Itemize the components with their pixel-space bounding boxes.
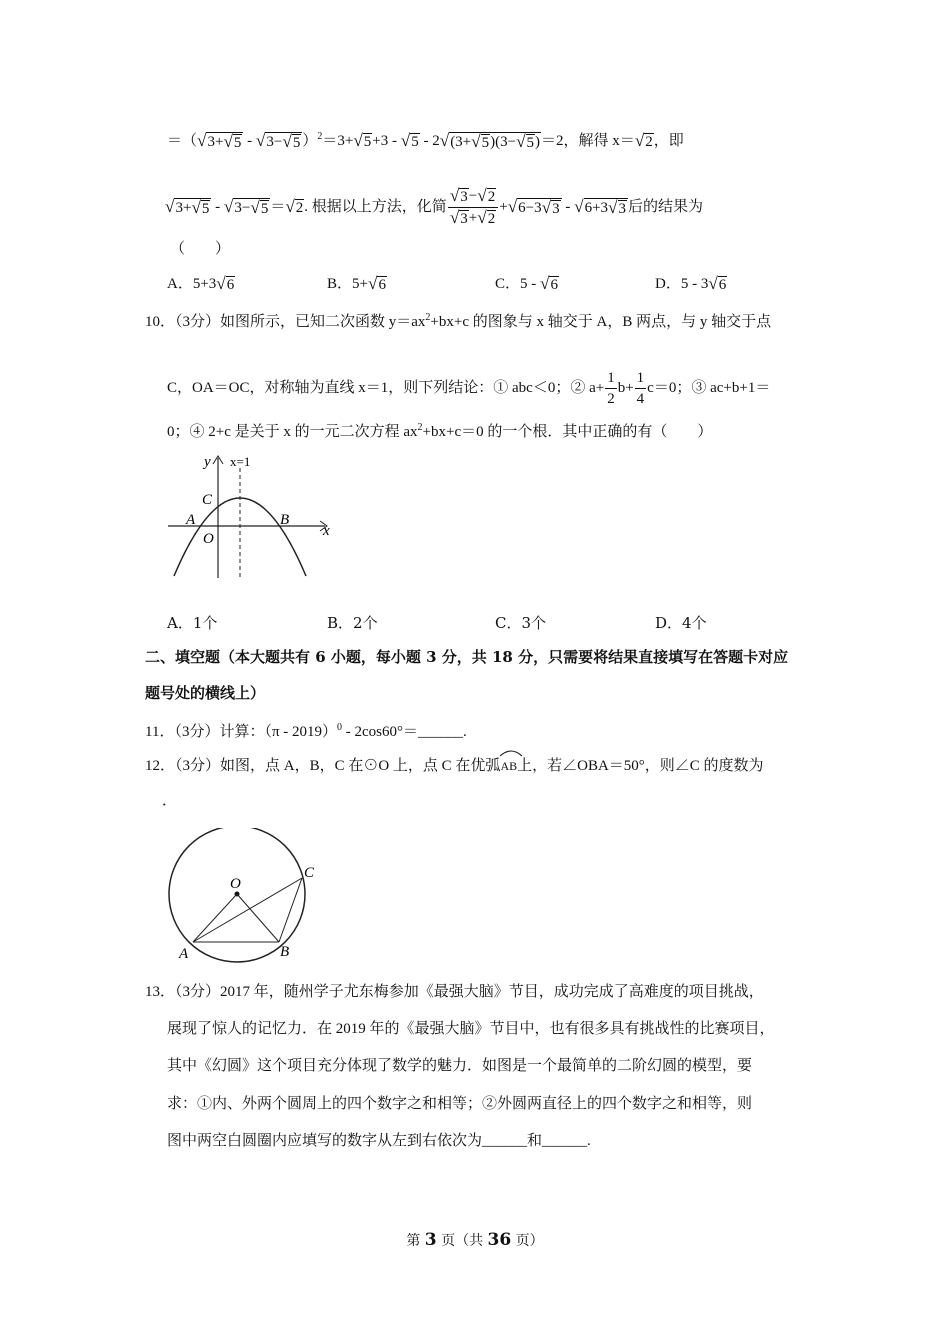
label-axis: x=1 <box>230 454 251 469</box>
label-x: x <box>323 523 330 539</box>
label-a: A <box>179 946 189 962</box>
page-footer <box>0 1230 950 1250</box>
arc-icon <box>499 749 523 757</box>
q10-line1: 10．（3分）如图所示，已知二次函数 $y=ax^2+bx+c$ 的图象与 x 轴交于 A，B 两点，与 y 轴交于点 <box>145 312 772 330</box>
section2-heading-line2: 题号处的横线上） <box>145 684 266 702</box>
label-a: A <box>186 512 196 528</box>
q10-line3: 0；④ 2+c 是关于 x 的一元二次方程 $ax^2+bx+c=0$ 的一个根．其中正确的有（ ） <box>167 422 713 440</box>
q11-text: 11．（3分）计算：（π - 2019）$^0$ - 2cos60°＝______. <box>145 722 467 740</box>
q9-option-a[interactable]: A．5+3√6 <box>167 274 235 294</box>
chord-ac <box>193 878 302 942</box>
q9-option-b[interactable]: B．5+√6 <box>327 274 386 294</box>
label-o: O <box>203 531 214 547</box>
q9-option-c[interactable]: C．5 - √6 <box>495 274 558 294</box>
q9-derivation-line <box>167 127 684 152</box>
label-c: C <box>202 492 213 508</box>
label-y: y <box>204 454 211 470</box>
label-c: C <box>304 865 315 881</box>
circle-figure <box>160 828 330 968</box>
q10-option-a[interactable]: A．1个 <box>167 614 218 632</box>
label-o: O <box>230 876 241 892</box>
q10-option-c[interactable]: C．3个 <box>495 614 547 632</box>
q13-line5: 图中两空白圆圈内应填写的数字从左到右依次为______和______. <box>167 1133 591 1149</box>
footer-suffix: 页） <box>511 1233 544 1249</box>
arc-ab <box>500 752 517 776</box>
footer-prefix: 第 <box>406 1233 425 1249</box>
q9-line2: √3+√5 - √3−√5 ＝√2. 根据以上方法，化简 $\frac{√3-√2}{√3+√2}$ +√6−3√3 - √6+3√3 后的结果为 <box>165 186 704 228</box>
q13-line4: 求：①内、外两个圆周上的四个数字之和相等；②外圆两直径上的四个数字之和相等，则 <box>167 1096 753 1112</box>
q13-line3: 其中《幻圆》这个项目充分体现了数学的魅力．如图是一个最简单的二阶幻圆的模型，要 <box>167 1058 753 1074</box>
q12-line2: ． <box>162 791 178 809</box>
q9-question-line <box>165 186 703 229</box>
footer-mid: 页（共 <box>436 1233 488 1249</box>
parabola-curve <box>174 498 306 576</box>
arc-label: AB <box>500 759 518 773</box>
q10-option-b[interactable]: B．2个 <box>327 614 378 632</box>
page-total: 36 <box>487 1230 512 1250</box>
q9-line1: ＝（√3+√5 - √3−√5 ）$^2$＝3+√5+3 - √5 - 2√(3+√5)(3−√5)＝2，解得 x＝√2，即 <box>167 130 684 151</box>
q12-line1 <box>145 752 764 776</box>
page-number: 3 <box>424 1230 437 1250</box>
label-b: B <box>280 512 290 528</box>
label-b: B <box>280 944 290 960</box>
q10-option-d[interactable]: D．4个 <box>655 614 707 632</box>
q13-line1: 13．（3分）2017 年，随州学子尤东梅参加《最强大脑》节目，成功完成了高难度的项目挑战， <box>145 984 764 1000</box>
q12-text-a: 12．（3分）如图，点 A，B，C 在⊙O 上，点 C 在优弧 <box>145 758 501 774</box>
q12-text-b: 上，若∠OBA＝50°，则∠C 的度数为 <box>517 758 764 774</box>
q10-line2: C，OA＝OC，对称轴为直线 x＝1，则下列结论：① abc＜0；② a+ $\frac{1}{2}$ b+ $\frac{1}{4}$ c＝0；③ ac+b+1＝ <box>167 370 771 407</box>
segment-oa <box>193 894 237 942</box>
segment-ob <box>237 894 279 942</box>
parabola-figure <box>160 450 340 582</box>
q13-line2: 展现了惊人的记忆力．在 2019 年的《最强大脑》节目中，也有很多具有挑战性的比赛项目， <box>167 1021 775 1037</box>
section2-heading-line1: 二、填空题（本大题共有 6 小题，每小题 3 分，共 18 分，只需要将结果直接填写在答题卡对应 <box>145 648 789 666</box>
chord-bc <box>279 878 302 942</box>
q9-answer-paren: （ ） <box>170 239 231 257</box>
q9-option-d[interactable]: D．5 - 3√6 <box>655 274 727 294</box>
